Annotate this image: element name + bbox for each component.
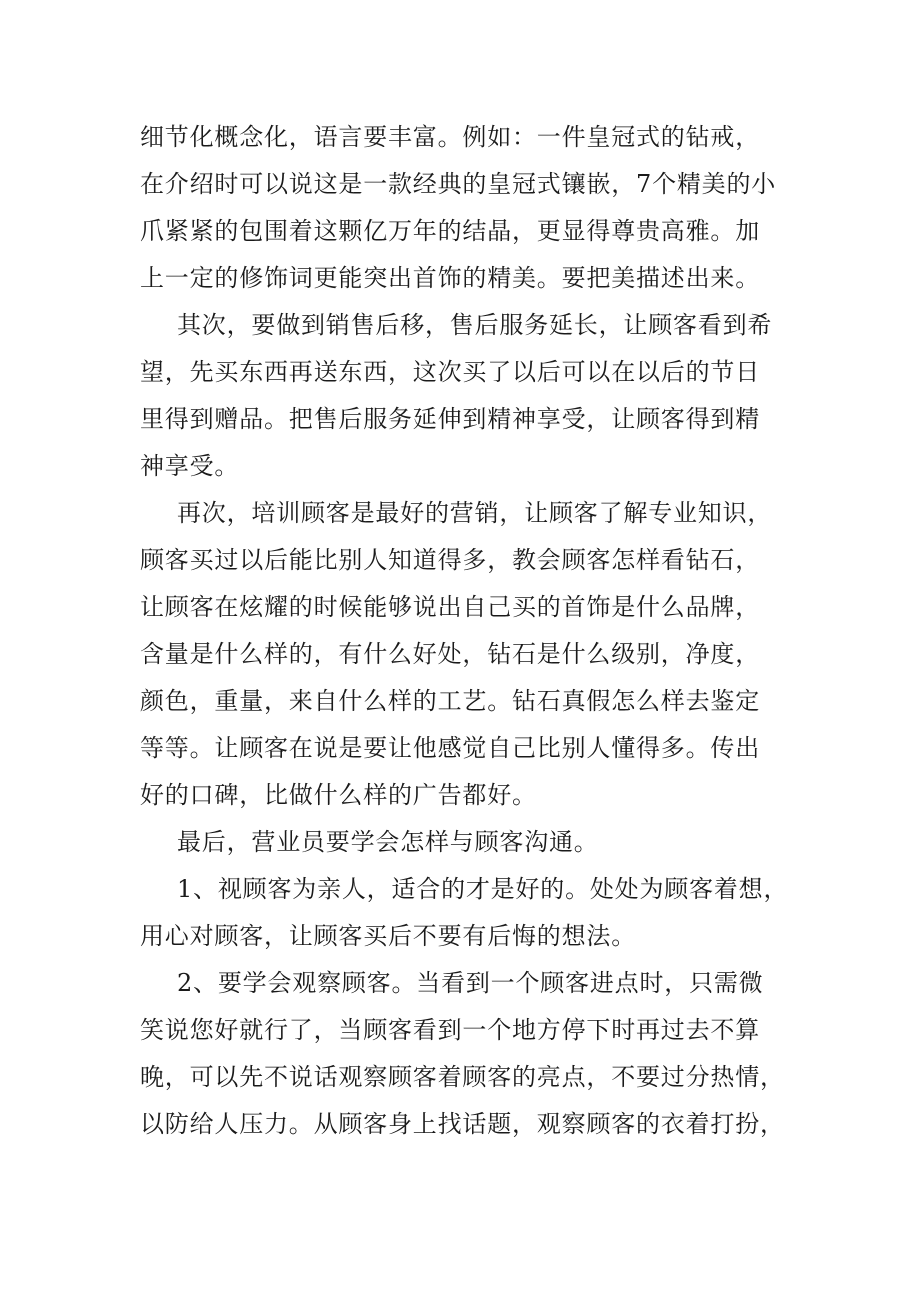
text-line: 爪紧紧的包围着这颗亿万年的结晶，更显得尊贵高雅。加 xyxy=(140,217,760,245)
text-line: 含量是什么样的，有什么好处，钻石是什么级别，净度， xyxy=(140,640,760,668)
text-line: 再次，培训顾客是最好的营销，让顾客了解专业知识， xyxy=(177,499,773,527)
text-line: 在介绍时可以说这是一款经典的皇冠式镶嵌，7个精美的小 xyxy=(140,170,777,198)
text-line: 2、要学会观察顾客。当看到一个顾客进点时，只需微 xyxy=(177,969,764,997)
text-line: 颜色，重量，来自什么样的工艺。钻石真假怎么样去鉴定 xyxy=(140,687,760,715)
text-line: 最后，营业员要学会怎样与顾客沟通。 xyxy=(177,828,599,856)
text-line: 1、视顾客为亲人，适合的才是好的。处处为顾客着想， xyxy=(177,875,789,903)
text-line: 上一定的修饰词更能突出首饰的精美。要把美描述出来。 xyxy=(140,264,760,292)
text-line: 顾客买过以后能比别人知道得多，教会顾客怎样看钻石， xyxy=(140,546,760,574)
text-line: 让顾客在炫耀的时候能够说出自己买的首饰是什么品牌， xyxy=(140,593,760,621)
text-line: 神享受。 xyxy=(140,452,240,480)
text-line: 望，先买东西再送东西，这次买了以后可以在以后的节日 xyxy=(140,358,760,386)
text-line: 晚，可以先不说话观察顾客着顾客的亮点，不要过分热情， xyxy=(140,1063,785,1091)
text-line: 里得到赠品。把售后服务延伸到精神享受，让顾客得到精 xyxy=(140,405,760,433)
text-line: 细节化概念化，语言要丰富。例如：一件皇冠式的钻戒， xyxy=(140,123,760,151)
text-line: 其次，要做到销售后移，售后服务延长，让顾客看到希 xyxy=(177,311,773,339)
text-line: 笑说您好就行了，当顾客看到一个地方停下时再过去不算 xyxy=(140,1016,760,1044)
text-line: 用心对顾客，让顾客买后不要有后悔的想法。 xyxy=(140,922,636,950)
document-body xyxy=(140,114,789,1148)
text-line: 好的口碑，比做什么样的广告都好。 xyxy=(140,781,537,809)
text-line: 以防给人压力。从顾客身上找话题，观察顾客的衣着打扮， xyxy=(140,1110,785,1138)
text-line: 等等。让顾客在说是要让他感觉自己比别人懂得多。传出 xyxy=(140,734,760,762)
